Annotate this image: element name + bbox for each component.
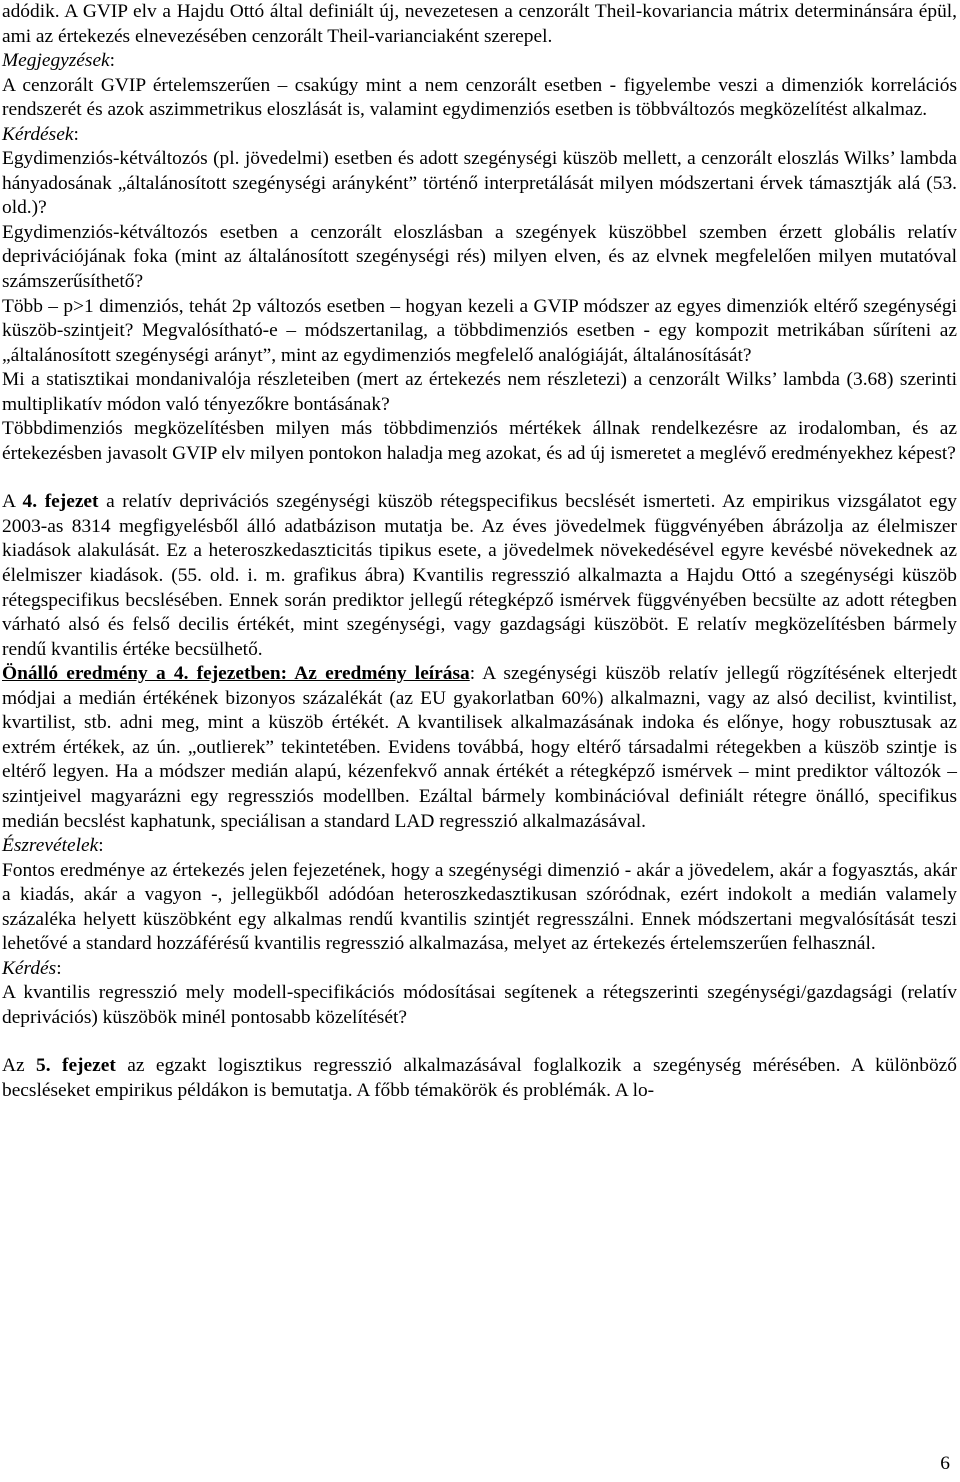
text-run: :	[73, 123, 79, 145]
text-run: Észrevételek	[2, 835, 99, 857]
text-run: Az	[2, 1055, 37, 1077]
text-run: Több – p>1 dimenziós, tehát 2p változós esetben – hogyan kezeli a GVIP módszer az egyes dimenziók eltérő szegénységi küszöb-szintjeit? Megvalósítható-e – módszertanilag, a többdimenziós esetben - egy kompozit metrikában sűríteni az „általánosított szegénységi arányt”, mint az egydimenziós megfelelő analógiáját, általánosítását?	[2, 295, 957, 366]
paragraph-spacer	[2, 1030, 957, 1054]
paragraph-p09	[2, 417, 957, 466]
text-run: A cenzorált GVIP értelemszerűen – csakúgy mint a nem cenzorált esetben - figyelembe veszi a dimenziók korrelációs rendszerét és azok aszimmetrikus eloszlását is, valamint egydimenziós esetben is többváltozós megközelítést alkalmaz.	[2, 74, 957, 121]
paragraph-p06	[2, 221, 957, 295]
text-run: az egzakt logisztikus regresszió alkalmazásával foglalkozik a szegénység mérésében. A különböző becsléseket empirikus példákon is bemutatja. A főbb témakörök és problémák. A lo-	[2, 1055, 957, 1101]
text-run: :	[56, 957, 62, 979]
document-page	[2, 0, 957, 1104]
paragraph-p15	[2, 981, 957, 1030]
text-run: adódik. A GVIP elv a Hajdu Ottó által definiált új, nevezetesen a cenzorált Theil-kovariancia mátrix determinánsára épül, ami az értekezés elnevezésében cenzorált Theil-varianciaként szerepel.	[2, 1, 957, 47]
text-run: Fontos eredménye az értekezés jelen fejezetének, hogy a szegénységi dimenzió - akár a jövedelem, akár a fogyasztás, akár a kiadás, akár a vagyon -, jellegükből adódóan heteroszkedasztikusan szóródnak, ezért indokolt a medián valamely százaléka helyett küszöbként egy alkalmas rendű kvantilis szintjét regresszálni. Ennek módszertani megvalósítását teszi lehetővé a standard hozzáférésű kvantilis regresszió alkalmazása, melyet az értekezés értelemszerűen felhasznál.	[2, 859, 957, 955]
page-number: 6	[940, 1453, 950, 1474]
text-run: Egydimenziós-kétváltozós esetben a cenzorált eloszlásban a szegények küszöbbel szemben érzett globális relatív deprivációjának foka (mint az általánosított szegénységi rés) milyen elven, és az elvnek megfelelően milyen mutatóval számszerűsíthető?	[2, 221, 957, 293]
text-run: A kvantilis regresszió mely modell-specifikációs módosításai segítenek a rétegszerinti szegénységi/gazdagsági (relatív deprivációs) küszöbök minél pontosabb közelítését?	[2, 982, 957, 1028]
text-run: 5. fejezet	[36, 1055, 116, 1077]
text-run: Többdimenziós megközelítésben milyen más többdimenziós mértékek állnak rendelkezésre az irodalomban, és az értekezésben javasolt GVIP elv milyen pontokon haladja meg azokat, és ad új ismeretet a meglévő eredményekhez képest?	[2, 418, 957, 464]
text-run: Egydimenziós-kétváltozós (pl. jövedelmi) esetben és adott szegénységi küszöb mellett, a cenzorált eloszlás Wilks’ lambda hányadosának „általánosított szegénységi arányként” történő interpretálását milyen módszertani érvek támasztják alá (53. old.)?	[2, 148, 957, 219]
text-run: Mi a statisztikai mondanivalója részleteiben (mert az értekezés nem részletezi) a cenzorált Wilks’ lambda (3.68) szerinti multiplikatív módon való tényezőkre bontásának?	[2, 369, 957, 415]
paragraph-p11	[2, 662, 957, 834]
paragraph-p10	[2, 490, 957, 662]
text-run: :	[109, 50, 116, 72]
page-body	[2, 0, 957, 1104]
text-run: :	[98, 835, 104, 857]
paragraph-spacer	[2, 466, 957, 490]
paragraph-p14	[2, 957, 957, 982]
paragraph-p16	[2, 1054, 957, 1103]
text-run: Önálló eredmény a 4. fejezetben: Az eredmény leírása	[2, 663, 470, 685]
text-run: a relatív deprivációs szegénységi küszöb rétegspecifikus becslését ismerteti. Az empirikus vizsgálatot egy 2003-as 8314 megfigyelésből álló adatbázison mutatja be. Az éves jövedelmek függvényében ábrázolja az élelmiszer kiadások alakulását. Ez a heteroszkedaszticitás tipikus esete, a jövedelmek növekedésével egyre kevésbé növekednek az élelmiszer kiadások. (55. old. i. m. grafikus ábra) Kvantilis regresszió alkalmazta a Hajdu Ottó a szegénységi küszöb rétegspecifikus becslésében. Ennek során prediktor jellegű rétegképző ismérvek függvényében becsülte az adott rétegben várható alsó és felső decilis értékét, mint szegénységi, vagy gazdagsági küszöböt. E relatív megközelítésben bármely rendű kvantilis értéke becsülhető.	[2, 491, 957, 660]
paragraph-p05	[2, 147, 957, 221]
text-run: A	[2, 491, 23, 513]
text-run: Kérdések	[2, 123, 74, 145]
text-run: Megjegyzések	[2, 50, 110, 72]
paragraph-p03	[2, 74, 957, 123]
paragraph-p01	[2, 0, 957, 49]
paragraph-p13	[2, 859, 957, 957]
paragraph-p12	[2, 834, 957, 859]
paragraph-p04	[2, 123, 957, 148]
text-run: Kérdés	[2, 957, 57, 979]
paragraph-p08	[2, 368, 957, 417]
text-run: : A szegénységi küszöb relatív jellegű rögzítésének elterjedt módjai a medián értékének bizonyos százalékát (az EU gyakorlatban 60%) alkalmazni, vagy az alsó decilist, kvintilist, kvartilist, stb. adni meg, mint a küszöb értékét. A kvantilisek alkalmazásának indoka és előnye, hogy robusztusak az extrém értékek, az ún. „outlierek” tekintetében. Evidens továbbá, hogy eltérő társadalmi rétegekben a küszöb szintje is eltérő legyen. Ha a módszer medián alapú, kézenfekvő annak értékét a rétegképző ismérvek – mint prediktor változók – szintjeivel magyarázni egy regressziós modellben. Ezáltal bármely kombinációval definiált rétegre önálló, specifikus medián becslést kaphatunk, speciálisan a standard LAD regresszió alkalmazásával.	[2, 663, 957, 832]
paragraph-p07	[2, 295, 957, 369]
text-run: 4. fejezet	[22, 491, 99, 513]
paragraph-p02	[2, 49, 957, 74]
